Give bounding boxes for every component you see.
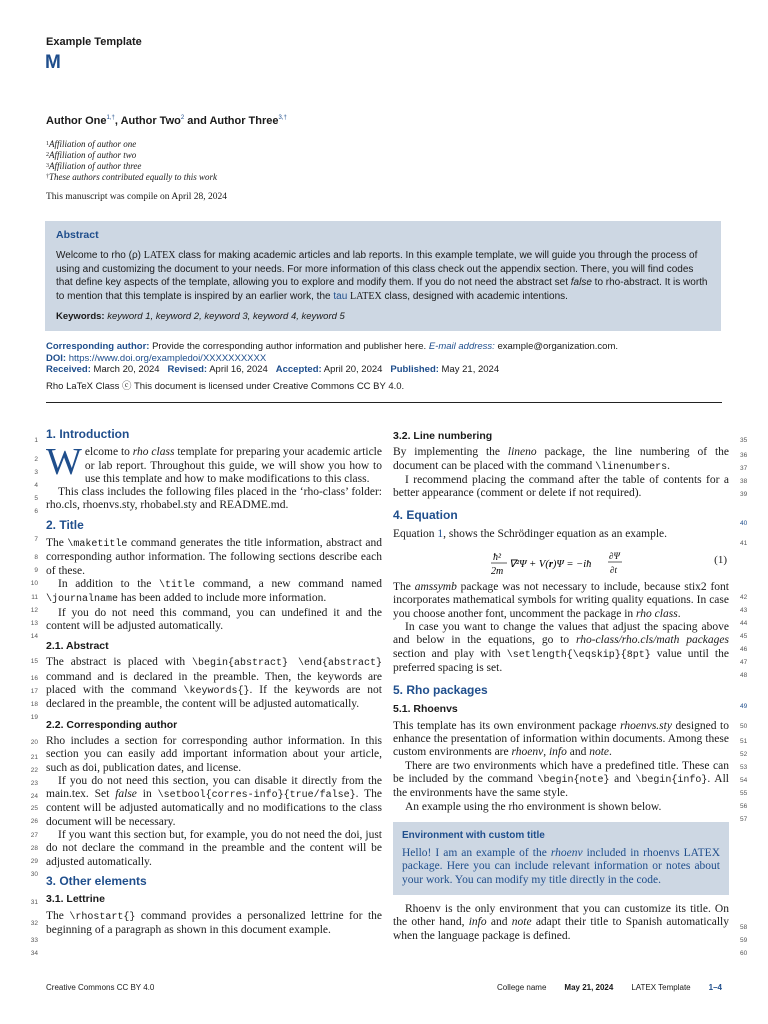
paragraph — [393, 720, 729, 760]
paragraph — [46, 656, 382, 711]
affiliation-sup: † — [46, 174, 49, 180]
keywords-list: keyword 1, keyword 2, keyword 3, keyword 4, keyword 5 — [107, 311, 345, 322]
line-number: 35 — [740, 437, 748, 444]
line-number: 24 — [30, 793, 38, 800]
rhoenv-box — [393, 822, 729, 895]
line-number: 38 — [740, 478, 748, 485]
paragraph — [46, 578, 382, 607]
corr-text: Provide the corresponding author information and publisher here. — [149, 341, 429, 352]
line-number: 48 — [740, 672, 748, 679]
accepted-date: April 20, 2024 — [321, 364, 383, 375]
latex-logo: LATEX — [683, 847, 721, 860]
footer-template: LATEX Template — [631, 983, 691, 992]
text-fragment: false — [115, 788, 137, 801]
text-fragment: note — [511, 916, 532, 929]
text-fragment: info — [548, 746, 567, 759]
text-fragment: has been added to include more information. — [118, 592, 327, 605]
text-fragment: included in rhoenvs — [582, 847, 684, 860]
author-name: Author Two — [120, 115, 181, 127]
line-number: 58 — [740, 924, 748, 931]
paragraph — [393, 446, 729, 474]
paper-title: M — [45, 52, 61, 73]
line-number: 40 — [740, 520, 748, 527]
line-number: 3 — [34, 469, 38, 476]
paragraph — [393, 903, 729, 943]
line-number: 33 — [30, 937, 38, 944]
line-number: 57 — [740, 816, 748, 823]
text-fragment: designed to enhance the presentation of information within documents. Among these custom environments are — [393, 719, 729, 759]
keywords — [56, 311, 710, 322]
abstract-fragment: class, designed with academic intentions. — [381, 290, 568, 302]
paragraph: This class includes the following files placed in the ‘rho-class’ folder: rho.cls, rhoenvs.sty, rhobabel.sty and README.md. — [46, 486, 382, 512]
text-fragment: . If the keywords are not declared in the preamble, the content will be adjusted automatically. — [46, 684, 382, 711]
line-number: 45 — [740, 633, 748, 640]
page-number: 1–4 — [708, 983, 722, 992]
text-fragment: The — [46, 909, 70, 922]
text-fragment: The abstract is placed with — [46, 656, 192, 669]
author-name: Author Three — [209, 115, 279, 127]
abstract-fragment: Welcome to rho (ρ) — [56, 250, 144, 261]
text-fragment: , shows the Schrödinger equation as an example. — [443, 527, 668, 540]
section-heading: 3. Other elements — [46, 873, 147, 888]
text-fragment: The — [46, 537, 68, 550]
email-value[interactable]: example@organization.com. — [494, 341, 619, 352]
code-fragment: \setbool{corres-info}{true/false} — [157, 790, 356, 802]
line-number: 54 — [740, 777, 748, 784]
line-number: 13 — [30, 620, 38, 627]
text-fragment: rho class — [132, 446, 175, 459]
abstract-fragment: class for making academic articles and lab reports. In this example template, we will guide you through the process of using and customizing the document to your needs. For more information of this class check out the appendix section. There, you will find codes that define key aspects of the template, allowing you to explore and modify them. If you do not need the abstract set — [56, 250, 698, 288]
line-number: 42 — [740, 594, 748, 601]
text-fragment: command provides a personalized lettrine for the beginning of a paragraph as shown in this document example. — [46, 909, 382, 936]
paragraph: If you do not need this command, you can undefined it and the content will be adjusted automatically. — [46, 606, 382, 632]
line-number: 9 — [34, 567, 38, 574]
line-number: 11 — [31, 594, 38, 601]
equation-ref-link[interactable]: 1 — [437, 527, 444, 540]
email-label: E-mail address: — [428, 341, 495, 352]
text-fragment: . — [677, 607, 681, 620]
code-fragment: \begin{abstract} \end{abstract} — [192, 658, 383, 670]
svg-text:∂Ψ: ∂Ψ — [609, 551, 620, 562]
text-fragment: and — [609, 772, 636, 785]
text-fragment: template for preparing your academic article or lab report. Throughout this guide, we will show you how to use this template and how to make modifications to this class. — [84, 446, 382, 485]
text-fragment: , — [543, 746, 549, 759]
affiliation — [46, 172, 217, 183]
text-fragment: rhoenv — [511, 746, 544, 759]
author-sep: , — [114, 115, 121, 127]
line-number: 52 — [740, 751, 748, 758]
section-heading: 4. Equation — [393, 508, 458, 523]
subsection-heading: 2.1. Abstract — [46, 640, 109, 653]
code-fragment: \begin{info} — [635, 774, 708, 786]
section-heading: 1. Introduction — [46, 427, 130, 441]
revised-label: Revised: — [167, 364, 208, 375]
footer-date: May 21, 2024 — [564, 983, 614, 992]
tau-link[interactable]: tau — [333, 290, 348, 302]
text-fragment: value until the preferred spacing is set. — [393, 647, 729, 674]
line-number: 10 — [30, 580, 38, 587]
paragraph: I recommend placing the command after the table of contents for a better appearance (comment or delete if not required). — [393, 473, 729, 500]
line-number: 28 — [30, 845, 38, 852]
rhoenv-box-title: Environment with custom title — [402, 829, 545, 841]
text-fragment: command and is declared in the preamble. Then, the keywords are placed with the command — [46, 670, 382, 697]
text-fragment: package. Here you can include relevant information or notes about your work. You can modify my title directly in the code. — [402, 860, 720, 886]
line-number: 59 — [740, 937, 748, 944]
latex-logo: LATEX — [350, 290, 382, 302]
line-number: 1 — [34, 437, 38, 444]
text-fragment: info — [468, 916, 487, 929]
line-number: 41 — [740, 540, 748, 547]
author-list — [46, 115, 287, 127]
affiliation-sup: 3 — [46, 163, 49, 169]
text-fragment: rhoenv — [550, 847, 583, 860]
abstract-text — [56, 249, 710, 303]
line-number: 39 — [740, 491, 748, 498]
text-fragment: Hello! I am an example of the — [402, 847, 551, 860]
equation-formula — [491, 549, 631, 579]
text-fragment: elcome to — [84, 446, 133, 459]
line-number: 5 — [34, 495, 38, 502]
affiliation-text: Affiliation of author one — [49, 139, 137, 149]
affiliation-text: These authors contributed equally to this work — [49, 172, 217, 182]
line-number: 12 — [30, 607, 38, 614]
affiliation-sup: 2 — [46, 152, 49, 158]
line-number: 56 — [740, 803, 748, 810]
author-sep: and — [184, 115, 210, 127]
subsection-heading: 5.1. Rhoenvs — [393, 703, 458, 716]
author-sup: 3,† — [278, 115, 287, 121]
code-fragment: \maketitle — [67, 539, 128, 551]
lettrine: W — [46, 441, 82, 484]
line-number: 43 — [740, 607, 748, 614]
code-fragment: \linenumbers — [595, 461, 668, 473]
license-line: Rho LaTeX Class ⓒ This document is licensed under Creative Commons CC BY 4.0. — [46, 381, 405, 392]
doi-link[interactable]: https://www.doi.org/exampledoi/XXXXXXXXXX — [66, 352, 267, 364]
affiliation-text: Affiliation of author three — [49, 161, 142, 171]
dates-line — [46, 364, 618, 376]
subsection-heading: 3.2. Line numbering — [393, 430, 493, 442]
line-number: 25 — [30, 805, 38, 812]
article-info — [46, 341, 618, 376]
header-rule — [46, 402, 722, 403]
text-fragment: This template has its own environment package — [393, 719, 621, 732]
affiliation — [46, 150, 217, 161]
text-fragment: . All the environments have the same style. — [393, 772, 729, 800]
affiliations — [46, 139, 217, 183]
text-fragment: and — [566, 746, 590, 759]
line-number: 6 — [34, 508, 38, 515]
text-fragment: In case you want to change the values that adjust the spacing above and below in the equations, go to — [393, 620, 729, 647]
schrodinger-equation — [393, 546, 729, 576]
published-label: Published: — [390, 364, 439, 375]
corr-label: Corresponding author: — [46, 341, 150, 352]
section-heading: 2. Title — [46, 517, 84, 532]
paragraph — [46, 775, 382, 829]
line-number: 30 — [30, 871, 38, 878]
line-number: 49 — [740, 703, 748, 710]
right-column — [393, 428, 729, 943]
code-fragment: \journalname — [46, 594, 119, 606]
footer-college: College name — [497, 983, 547, 992]
received-label: Received: — [46, 364, 91, 375]
subsection-heading: 3.1. Lettrine — [46, 893, 105, 906]
line-number: 2 — [34, 456, 38, 463]
text-fragment: . — [667, 459, 671, 472]
code-fragment: \title — [159, 579, 196, 591]
line-number: 26 — [30, 818, 38, 825]
doi-line — [46, 353, 618, 365]
latex-logo: LATEX — [143, 250, 176, 261]
line-number: 7 — [34, 536, 38, 543]
text-fragment: package was not necessary to include, because stix2 font incorporates mathematical symbols for writing quality equations. In case you choose another font, uncomment the package in — [393, 581, 729, 620]
line-number: 37 — [740, 465, 748, 472]
line-number: 4 — [34, 482, 38, 489]
line-number: 14 — [30, 633, 38, 640]
paragraph — [393, 760, 729, 801]
rhoenv-box-text — [402, 847, 720, 887]
svg-text:2m: 2m — [491, 566, 504, 578]
line-number: 32 — [30, 920, 38, 927]
paragraph — [46, 537, 382, 578]
compile-date: This manuscript was compile on April 28, 2024 — [46, 192, 228, 202]
line-number: 15 — [30, 658, 38, 665]
paragraph: If you want this section but, for example, you do not need the doi, just do not declare the command in the preamble and the content will be adjusted automatically. — [46, 829, 382, 868]
svg-text:ħ²: ħ² — [493, 552, 501, 564]
line-number: 46 — [740, 646, 748, 653]
text-fragment: package, the line numbering of the document can be placed with the command — [393, 446, 729, 472]
keywords-label: Keywords: — [56, 311, 105, 322]
text-fragment: In addition to the — [58, 577, 160, 590]
revised-date: April 16, 2024 — [207, 364, 268, 375]
paragraph: An example using the rho environment is shown below. — [405, 800, 662, 813]
affiliation — [46, 161, 217, 172]
line-number: 17 — [30, 688, 38, 695]
received-date: March 20, 2024 — [90, 364, 160, 375]
text-fragment: If you do not need this section, you can disable it directly from the main.tex. Set — [46, 774, 382, 801]
code-fragment: \setlength{\eqskip}{8pt} — [506, 649, 651, 661]
affiliation-sup: 1 — [46, 141, 49, 147]
paragraph: Rho includes a section for corresponding author information. In this section you can easily add important information about your article, such as doi, publication dates, and license. — [46, 734, 382, 774]
text-fragment: section and play with — [393, 647, 507, 660]
footer-right — [479, 983, 722, 992]
line-number: 23 — [30, 780, 38, 787]
line-number: 51 — [740, 738, 748, 745]
line-number: 21 — [30, 754, 38, 761]
text-fragment: . The content will be adjusted automatically and no modifications to the class document will be necessary. — [46, 788, 382, 828]
author-sup: 2 — [180, 115, 185, 121]
text-fragment: By implementing the — [393, 446, 508, 459]
published-date: May 21, 2024 — [438, 364, 500, 375]
abstract-box — [45, 221, 721, 331]
code-fragment: \begin{note} — [537, 774, 610, 786]
code-fragment: \rhostart{} — [69, 911, 136, 923]
section-heading: 5. Rho packages — [393, 683, 488, 698]
text-fragment: Equation — [393, 527, 438, 540]
line-number: 27 — [30, 832, 38, 839]
text-fragment: The — [393, 581, 415, 594]
line-number: 22 — [30, 767, 38, 774]
text-fragment: in — [136, 788, 158, 801]
line-number: 47 — [740, 659, 748, 666]
svg-text:∂t: ∂t — [610, 565, 617, 576]
affiliation — [46, 139, 217, 150]
svg-text:∇²Ψ + V(r)Ψ = −iħ: ∇²Ψ + V(r)Ψ = −iħ — [509, 559, 592, 571]
text-fragment: and — [486, 916, 512, 929]
line-number: 19 — [30, 714, 38, 721]
journal-name: Example Template — [46, 36, 142, 48]
accepted-label: Accepted: — [275, 364, 322, 375]
text-fragment: adapt their title to Spanish automatically when the language package is defined. — [393, 916, 729, 942]
line-number: 16 — [30, 675, 38, 682]
text-fragment: command, a new command named — [195, 577, 382, 590]
line-number: 29 — [30, 858, 38, 865]
line-number: 50 — [740, 723, 748, 730]
left-column — [46, 428, 382, 937]
subsection-heading: 2.2. Corresponding author — [46, 718, 178, 731]
line-number: 60 — [740, 950, 748, 957]
abstract-fragment: to rho-abstract. It is worth to mention that this template is inspired by an earlier work, the — [56, 277, 708, 302]
paragraph — [393, 528, 729, 541]
text-fragment: rho-class/rho.cls/math packages — [575, 634, 729, 647]
line-number: 36 — [740, 452, 748, 459]
corresponding-author — [46, 341, 618, 353]
abstract-title: Abstract — [56, 229, 99, 241]
text-fragment: Rhoenv is the only environment that you can customize its title. On the other hand, — [393, 903, 729, 929]
paragraph — [46, 441, 382, 486]
line-number: 18 — [30, 701, 38, 708]
text-fragment: rhoenvs.sty — [620, 719, 672, 732]
paragraph — [46, 910, 382, 938]
author-name: Author One — [46, 115, 107, 127]
text-fragment: lineno — [507, 446, 537, 459]
line-number: 8 — [34, 554, 38, 561]
line-number: 34 — [30, 950, 38, 957]
paragraph — [393, 621, 729, 675]
paragraph — [393, 581, 729, 621]
author-sup: 1,† — [106, 115, 115, 121]
text-fragment: amssymb — [414, 581, 457, 594]
text-fragment: note — [589, 746, 610, 759]
doi-label: DOI: — [46, 352, 67, 364]
code-fragment: \keywords{} — [183, 686, 250, 698]
text-fragment: . — [609, 746, 612, 759]
line-number: 31 — [30, 899, 38, 906]
text-fragment: There are two environments which have a predefined title. These can be included by the command — [393, 759, 729, 785]
text-fragment: rho class — [636, 607, 678, 620]
line-number: 44 — [740, 620, 748, 627]
line-number: 55 — [740, 790, 748, 797]
text-fragment: command generates the title information, abstract and corresponding author information. The following sections describe each of these. — [46, 537, 382, 577]
line-number: 20 — [30, 739, 38, 746]
affiliation-text: Affiliation of author two — [49, 150, 137, 160]
page-footer — [46, 983, 722, 995]
footer-license: Creative Commons CC BY 4.0 — [46, 983, 155, 992]
line-number: 53 — [740, 764, 748, 771]
equation-number: (1) — [714, 554, 727, 567]
abstract-fragment: false — [570, 277, 592, 288]
